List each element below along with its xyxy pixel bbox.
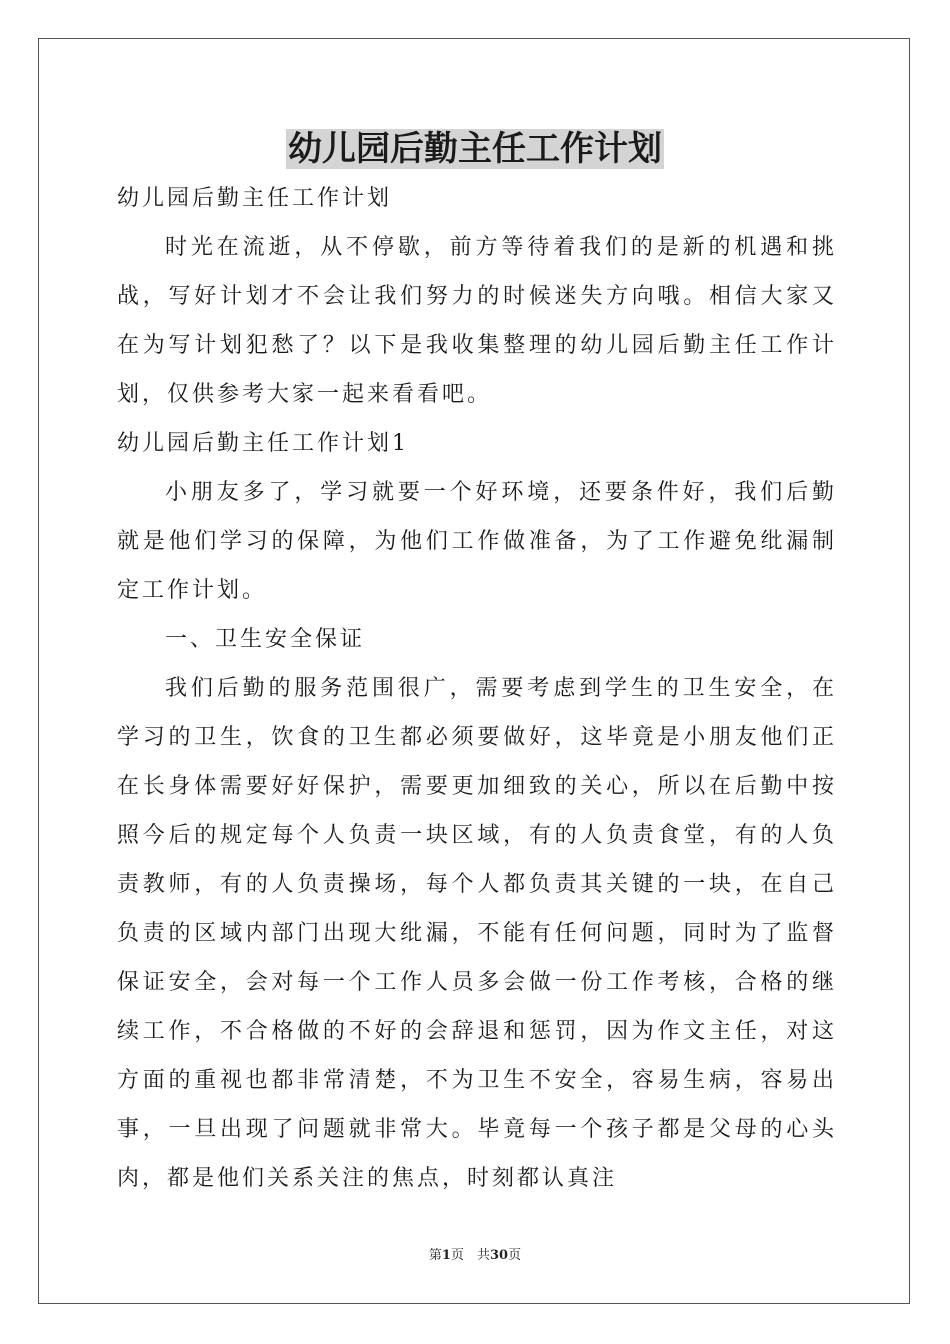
footer-prefix: 第 (428, 1248, 442, 1263)
paragraph: 时光在流逝，从不停歇，前方等待着我们的是新的机遇和挑战，写好计划才不会让我们努力的时候迷失方向哦。相信大家又在为写计划犯愁了？以下是我收集整理的幼儿园后勤主任工作计划，仅供参考大家一起来看看吧。 (117, 235, 837, 407)
document-title (0, 124, 950, 174)
page-footer (0, 1247, 950, 1265)
document-title-text: 幼儿园后勤主任工作计划 (288, 129, 662, 169)
paragraph: 小朋友多了，学习就要一个好环境，还要条件好，我们后勤就是他们学习的保障，为他们工作做准备，为了工作避免纰漏制定工作计划。 (117, 480, 837, 603)
footer-middle: 页 共 (450, 1248, 490, 1263)
document-body (117, 174, 837, 1203)
current-page-number: 1 (441, 1248, 451, 1263)
paragraph: 幼儿园后勤主任工作计划 (117, 186, 393, 211)
total-page-number: 30 (489, 1248, 509, 1263)
paragraph: 我们后勤的服务范围很广，需要考虑到学生的卫生安全，在学习的卫生，饮食的卫生都必须要做好，这毕竟是小朋友他们正在长身体需要好好保护，需要更加细致的关心，所以在后勤中按照今后的规定每个人负责一块区域，有的人负责食堂，有的人负责教师，有的人负责操场，每个人都负责其关键的一块，在自己负责的区域内部门出现大纰漏，不能有任何问题，同时为了监督保证安全，会对每一个工作人员多会做一份工作考核，合格的继续工作，不合格做的不好的会辞退和惩罚，因为作文主任，对这方面的重视也都非常清楚，不为卫生不安全，容易生病，容易出事，一旦出现了问题就非常大。毕竟每一个孩子都是父母的心头肉，都是他们关系关注的焦点，时刻都认真注 (117, 676, 837, 1191)
footer-suffix: 页 (508, 1248, 522, 1263)
section-heading: 幼儿园后勤主任工作计划1 (117, 431, 409, 456)
subsection-heading: 一、卫生安全保证 (165, 627, 366, 652)
